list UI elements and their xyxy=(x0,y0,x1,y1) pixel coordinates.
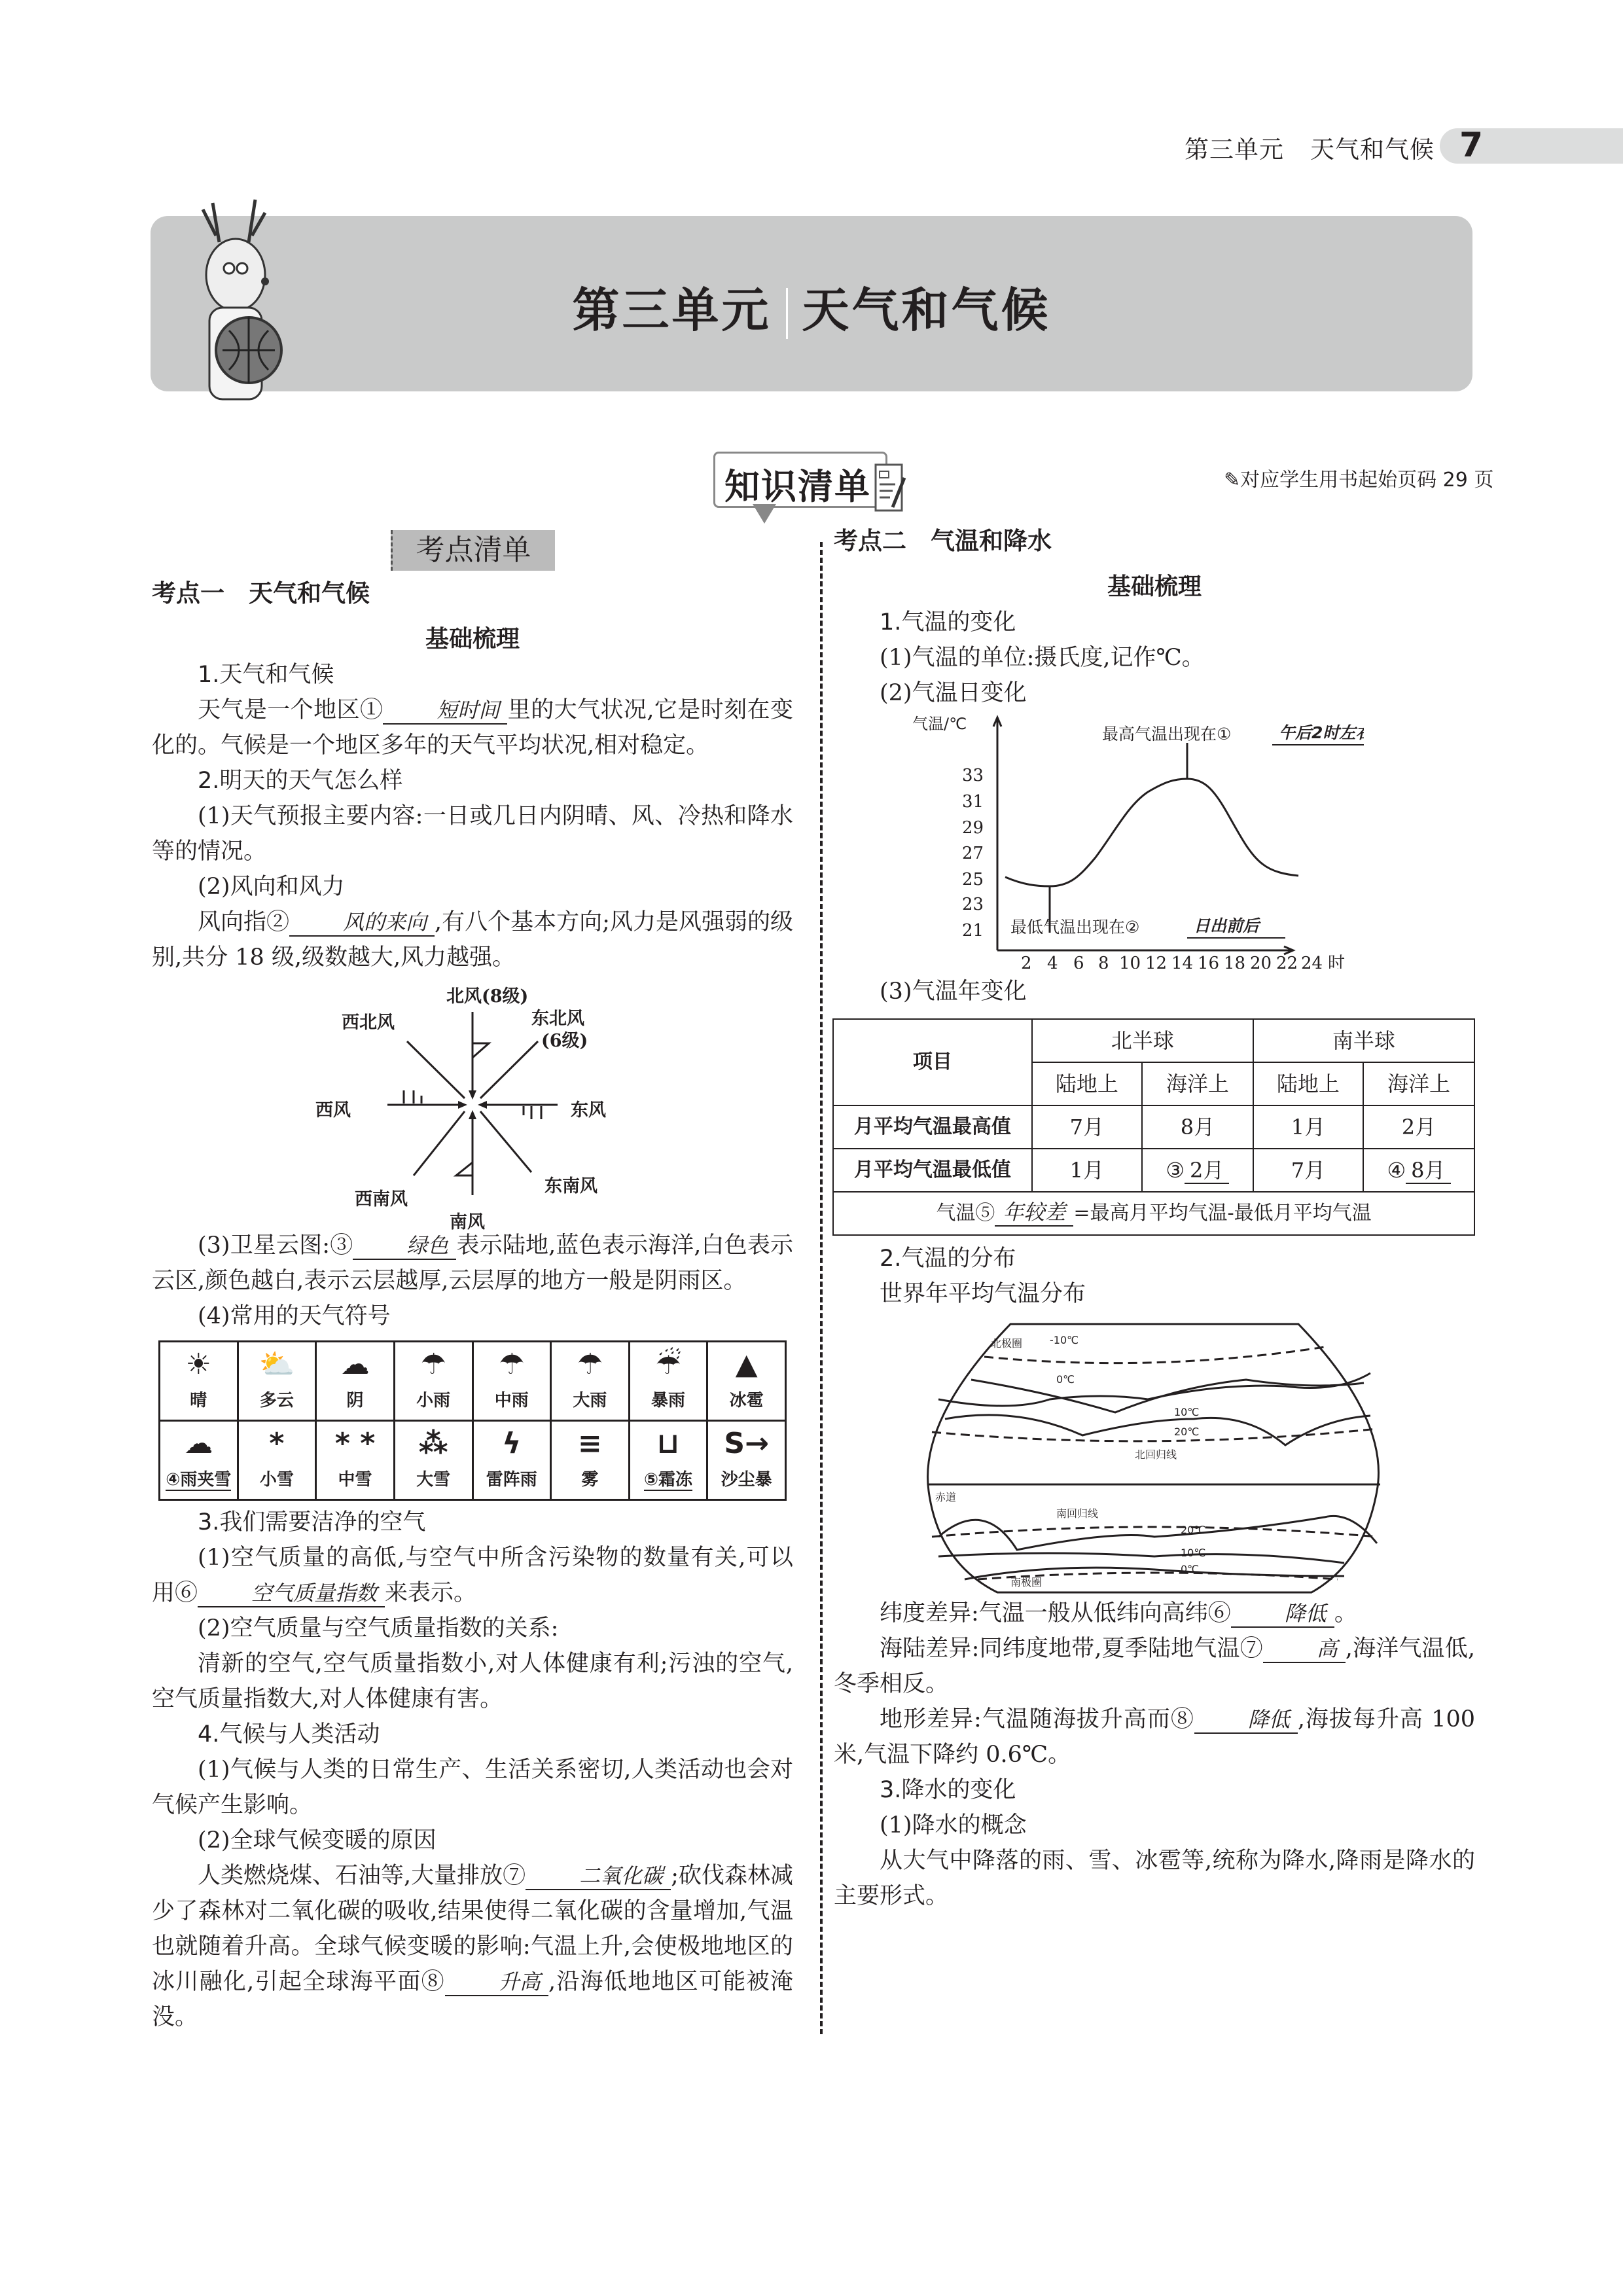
answer-blank-8: 降低 xyxy=(1194,1706,1298,1734)
annual-temperature-table xyxy=(832,1018,1475,1236)
kd2-subhead: 基础梳理 xyxy=(1107,573,1202,600)
overcast-icon: ☁ xyxy=(340,1348,370,1381)
s3-title: 3.我们需要洁净的空气 xyxy=(198,1509,426,1535)
answer-blank-2: 风的来向 xyxy=(289,909,435,937)
svg-text:16: 16 xyxy=(1198,954,1220,969)
reference-note: ✎对应学生用书起始页码 29 页 xyxy=(1224,469,1494,492)
table-footer-row: 气温⑤ 年较差 =最高月平均气温-最低月平均气温 xyxy=(833,1192,1474,1235)
t3-title: 3.降水的变化 xyxy=(880,1777,1016,1803)
running-header-unit: 第三单元 xyxy=(1185,135,1284,164)
svg-text:0℃: 0℃ xyxy=(1056,1373,1075,1386)
answer-blank-3: 2月 xyxy=(1185,1158,1229,1184)
wind-label-north: 北风(8级) xyxy=(446,986,529,1007)
wind-label-southwest: 西南风 xyxy=(355,1189,408,1210)
wind-label-northwest: 西北风 xyxy=(342,1013,395,1033)
page-number: 7 xyxy=(1459,126,1484,165)
sleet-icon: ☁ xyxy=(184,1427,213,1460)
answer-blank-7: 高 xyxy=(1263,1636,1346,1663)
symbols-row: ☁ ④雨夹雪 * 小雪 * * 中雪 ⁂ 大雪 ϟ 雷阵雨 ≡ 雾 ⊔ ⑤霜冻 S→ 沙尘暴 xyxy=(160,1421,786,1500)
table-south-header: 南半球 xyxy=(1253,1019,1474,1062)
s3-aqi: (1)空气质量的高低,与空气中所含污染物的数量有关,可以用⑥ 空气质量指数 来表示。 xyxy=(152,1545,793,1606)
svg-text:33: 33 xyxy=(962,766,984,785)
answer-blank-4: 8月 xyxy=(1406,1158,1450,1184)
thunderstorm-icon: ϟ xyxy=(502,1427,522,1460)
svg-text:4: 4 xyxy=(1047,954,1058,969)
answer-blank-5: 年较差 xyxy=(995,1199,1073,1227)
symbols-row: ☀ 晴 ⛅ 多云 ☁ 阴 ☂ 小雨 ☂ 中雨 ☂ 大雨 ☔ 暴雨 ▲ 冰雹 xyxy=(160,1342,786,1421)
table-north-header: 北半球 xyxy=(1032,1019,1253,1062)
kd2-title: 考点二 气温和降水 xyxy=(834,527,1052,555)
kd1-title: 考点一 天气和气候 xyxy=(152,579,370,607)
s4-title: 4.气候与人类活动 xyxy=(198,1721,380,1748)
light-rain-icon: ☂ xyxy=(420,1348,446,1381)
svg-text:赤道: 赤道 xyxy=(935,1491,957,1503)
svg-text:14: 14 xyxy=(1171,954,1194,969)
t3-concept-title: (1)降水的概念 xyxy=(880,1812,1027,1839)
svg-text:最高气温出现在①: 最高气温出现在① xyxy=(1102,725,1232,744)
svg-text:24: 24 xyxy=(1301,954,1323,969)
s3-relation-title: (2)空气质量与空气质量指数的关系: xyxy=(198,1615,559,1641)
svg-text:2: 2 xyxy=(1021,954,1032,969)
wind-label-northeast: 东北风 xyxy=(531,1009,584,1029)
s2-satellite: (3)卫星云图:③ 绿色 表示陆地,蓝色表示海洋,白色表示云区,颜色越白,表示云层越厚,云层厚的地方一般是阴雨区。 xyxy=(152,1232,793,1294)
svg-text:最低气温出现在②: 最低气温出现在② xyxy=(1010,918,1140,937)
terrain-difference: 地形差异:气温随海拔升高而⑧ 降低 ,海拔每升高 100 米,气温下降约 0.6℃。 xyxy=(834,1706,1476,1768)
right-column xyxy=(834,524,1475,1914)
wind-label-south: 南风 xyxy=(450,1212,485,1232)
wind-direction-diagram xyxy=(309,979,636,1232)
t3-concept-body: 从大气中降落的雨、雪、冰雹等,统称为降水,降雨是降水的主要形式。 xyxy=(834,1848,1475,1909)
world-temperature-map xyxy=(919,1321,1390,1596)
svg-text:日出前后: 日出前后 xyxy=(1194,916,1260,935)
svg-text:21: 21 xyxy=(962,921,984,941)
svg-text:时: 时 xyxy=(1328,954,1346,969)
partly-cloudy-icon: ⛅ xyxy=(259,1348,295,1381)
s2-wind-title: (2)风向和风力 xyxy=(198,874,345,900)
deer-mascot-icon xyxy=(187,196,291,406)
speech-tail-icon xyxy=(753,504,776,524)
t1-unit: (1)气温的单位:摄氏度,记作℃。 xyxy=(880,645,1205,671)
heavy-snow-icon: ⁂ xyxy=(418,1427,448,1460)
svg-text:-10℃: -10℃ xyxy=(1050,1334,1079,1346)
sandstorm-icon: S→ xyxy=(724,1427,769,1460)
table-subheader-row: 陆地上 海洋上 陆地上 海洋上 xyxy=(833,1062,1474,1105)
svg-text:12: 12 xyxy=(1145,954,1168,969)
section-badge: 考点清单 xyxy=(391,530,555,571)
t1-daily-title: (2)气温日变化 xyxy=(880,680,1027,706)
svg-text:气温/℃: 气温/℃ xyxy=(912,715,967,733)
heavy-rain-icon: ☂ xyxy=(577,1348,603,1381)
banner-title xyxy=(151,272,1472,340)
knowledge-list-label xyxy=(713,452,887,508)
svg-text:北极圈: 北极圈 xyxy=(991,1337,1023,1350)
svg-text:北回归线: 北回归线 xyxy=(1135,1448,1177,1461)
svg-text:午后2时左右: 午后2时左右 xyxy=(1279,723,1364,742)
t1-annual-title: (3)气温年变化 xyxy=(880,978,1027,1005)
banner-unit: 第三单元 xyxy=(572,283,772,338)
svg-text:23: 23 xyxy=(962,895,984,914)
frost-icon: ⊔ xyxy=(656,1427,680,1460)
rainstorm-icon: ☔ xyxy=(655,1348,681,1381)
s2-wind-paragraph: 风向指② 风的来向 ,有八个基本方向;风力是风强弱的级别,共分 18 级,级数越大,风力越强。 xyxy=(152,909,793,971)
svg-text:南回归线: 南回归线 xyxy=(1056,1507,1099,1520)
link-icon: ✎ xyxy=(1224,469,1241,492)
banner-topic: 天气和气候 xyxy=(802,283,1051,338)
s4-human: (1)气候与人类的日常生产、生活关系密切,人类活动也会对气候产生影响。 xyxy=(152,1757,793,1818)
unit-banner xyxy=(151,216,1472,391)
light-snow-icon: * xyxy=(269,1427,285,1460)
table-header-row xyxy=(833,1019,1474,1062)
daily-temp-curve-icon xyxy=(906,713,1364,969)
svg-text:20℃: 20℃ xyxy=(1174,1426,1200,1438)
svg-text:6: 6 xyxy=(1073,954,1084,969)
weather-symbols-table xyxy=(158,1340,787,1501)
svg-text:20: 20 xyxy=(1250,954,1272,969)
knowledge-list-text: 知识清单 xyxy=(724,466,871,507)
s2-title: 2.明天的天气怎么样 xyxy=(198,768,403,794)
land-sea-difference: 海陆差异:同纬度地带,夏季陆地气温⑦ 高 ,海洋气温低,冬季相反。 xyxy=(834,1636,1475,1697)
map-title: 世界年平均气温分布 xyxy=(880,1281,1086,1307)
kd1-subhead: 基础梳理 xyxy=(425,626,520,653)
answer-blank-6: 空气质量指数 xyxy=(198,1580,385,1607)
sunny-icon: ☀ xyxy=(185,1348,212,1381)
moderate-snow-icon: * * xyxy=(334,1427,376,1460)
svg-text:10℃: 10℃ xyxy=(1174,1406,1200,1418)
svg-text:0℃: 0℃ xyxy=(1181,1563,1200,1575)
running-header-topic: 天气和气候 xyxy=(1310,135,1435,164)
table-row: 月平均气温最低值 1月 ③ 2月 7月 ④ 8月 xyxy=(833,1149,1474,1192)
answer-blank-1: 短时间 xyxy=(383,697,507,725)
svg-text:27: 27 xyxy=(962,844,984,863)
left-column xyxy=(152,530,793,2035)
s1-title: 1.天气和气候 xyxy=(198,662,334,688)
latitude-difference: 纬度差异:气温一般从低纬向高纬⑥ 降低 。 xyxy=(880,1600,1357,1626)
svg-text:南极圈: 南极圈 xyxy=(1010,1576,1043,1588)
svg-text:10: 10 xyxy=(1119,954,1141,969)
s2-forecast: (1)天气预报主要内容:一日或几日内阴晴、风、冷热和降水等的情况。 xyxy=(152,803,793,865)
running-header xyxy=(1185,130,1435,165)
answer-blank-8: 升高 xyxy=(445,1969,548,1996)
wind-label-east: 东风 xyxy=(571,1100,606,1121)
svg-text:25: 25 xyxy=(962,870,984,889)
t1-title: 1.气温的变化 xyxy=(880,609,1016,636)
svg-text:18: 18 xyxy=(1224,954,1246,969)
answer-blank-3: 绿色 xyxy=(353,1232,456,1260)
svg-text:8: 8 xyxy=(1098,954,1109,969)
fog-icon: ≡ xyxy=(578,1427,602,1460)
world-map-icon xyxy=(919,1321,1390,1596)
s4-warming-body: 人类燃烧煤、石油等,大量排放⑦ 二氧化碳 ;砍伐森林减少了森林对二氧化碳的吸收,结果使得二氧化碳的含量增加,气温也就随着升高。全球气候变暖的影响:气温上升,会使极地地区的冰川融化,引起全球海平面⑧ 升高 ,沿海低地地区可能被淹没。 xyxy=(152,1863,793,2030)
answer-blank-7: 二氧化碳 xyxy=(526,1863,671,1890)
svg-text:29: 29 xyxy=(962,818,984,838)
s4-warming-title: (2)全球气候变暖的原因 xyxy=(198,1827,437,1854)
svg-text:31: 31 xyxy=(962,792,984,812)
s2-symbols-title: (4)常用的天气符号 xyxy=(198,1303,391,1329)
column-divider xyxy=(820,542,823,2034)
wind-label-southeast: 东南风 xyxy=(544,1176,597,1196)
svg-text:22: 22 xyxy=(1276,954,1298,969)
wind-label-west: 西风 xyxy=(315,1100,351,1121)
answer-blank-6: 降低 xyxy=(1231,1600,1334,1628)
table-item-header: 项目 xyxy=(833,1019,1032,1105)
t2-title: 2.气温的分布 xyxy=(880,1246,1016,1272)
wind-label-northeast-force: (6级) xyxy=(541,1031,588,1051)
svg-text:10℃: 10℃ xyxy=(1181,1547,1206,1559)
moderate-rain-icon: ☂ xyxy=(499,1348,525,1381)
hail-icon: ▲ xyxy=(735,1348,758,1381)
svg-text:20℃: 20℃ xyxy=(1181,1524,1206,1536)
s1-paragraph: 天气是一个地区① 短时间 里的大气状况,它是时刻在变化的。气候是一个地区多年的天气平均状况,相对稳定。 xyxy=(152,697,793,759)
scroll-pen-icon xyxy=(870,458,910,517)
daily-temperature-chart xyxy=(906,713,1364,969)
s3-relation-body: 清新的空气,空气质量指数小,对人体健康有利;污浊的空气,空气质量指数大,对人体健康有害。 xyxy=(152,1651,793,1712)
table-row: 月平均气温最高值 7月 8月 1月 2月 xyxy=(833,1105,1474,1149)
